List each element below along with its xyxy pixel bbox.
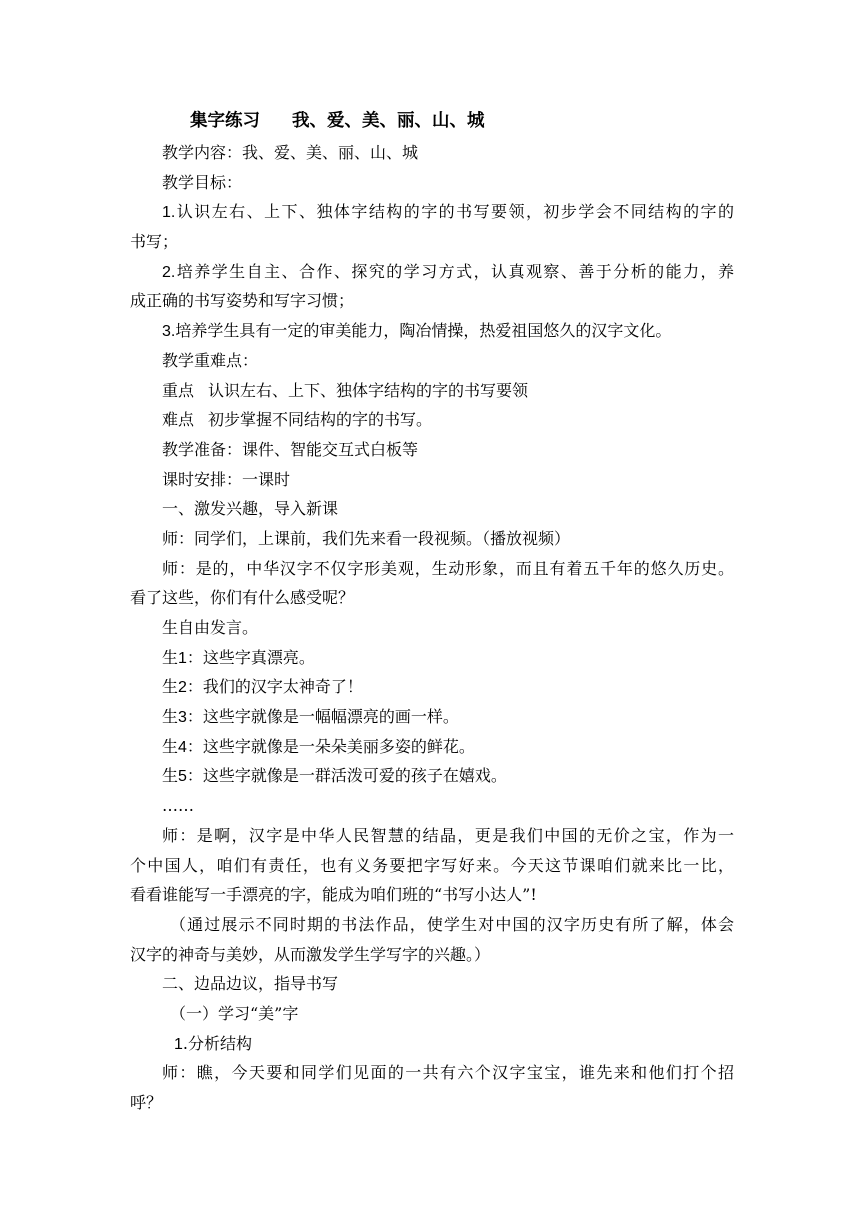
note-line-continued: 汉字的神奇与美妙，从而激发学生学写字的兴趣。） <box>130 944 491 964</box>
goal-item-2-continued: 成正确的书写姿势和写字习惯； <box>130 291 355 311</box>
goal-number: 1. <box>162 204 176 222</box>
document-title <box>130 104 734 138</box>
goal-item-3: 3.培养学生具有一定的审美能力，陶冶情操，热爱祖国悠久的汉字文化。 <box>162 321 672 341</box>
paragraph-teaching-content: 教学内容：我、爱、美、丽、山、城 <box>162 143 419 162</box>
dialogue-line: 师：瞧，今天要和同学们见面的一共有六个汉字宝宝，谁先来和他们打个招 <box>162 1063 734 1083</box>
difficulty-line: 难点 初步掌握不同结构的字的书写。 <box>162 410 433 430</box>
document-page <box>130 104 734 1118</box>
dialogue-line: 师：是的，中华汉字不仅字形美观，生动形象，而且有着五千年的悠久历史。 <box>162 558 734 578</box>
key-point-label: 重点 <box>162 380 195 400</box>
difficulty-label: 难点 <box>162 410 195 430</box>
goal-item-1: 1.认识左右、上下、独体字结构的字的书写要领，初步学会不同结构的字的 <box>162 202 734 222</box>
section-heading-2: 二、边品边议，指导书写 <box>162 974 339 994</box>
title-right: 我、爱、美、丽、山、城 <box>292 111 485 131</box>
student-response-4: 生4：这些字就像是一朵朵美丽多姿的鲜花。 <box>162 736 475 756</box>
student-response-2: 生2：我们的汉字太神奇了！ <box>162 677 363 697</box>
goal-item-2: 2.培养学生自主、合作、探究的学习方式，认真观察、善于分析的能力，养 <box>162 261 734 281</box>
dialogue-line-continued: 呼？ <box>130 1093 163 1112</box>
note-line: （通过展示不同时期的书法作品，使学生对中国的汉字历史有所了解，体会 <box>170 914 734 934</box>
ellipsis-line: …… <box>162 796 194 816</box>
subsection-heading: （一）学习“美”字 <box>170 1003 299 1023</box>
goal-number: 3. <box>162 323 176 341</box>
student-response-3: 生3：这些字就像是一幅幅漂亮的画一样。 <box>162 707 459 727</box>
goal-item-1-continued: 书写； <box>130 232 179 252</box>
dialogue-line-continued: 看看谁能写一手漂亮的字，能成为咱们班的“书写小达人”! <box>130 885 537 905</box>
title-left: 集字练习 <box>190 111 260 131</box>
narration-line: 生自由发言。 <box>162 618 259 637</box>
dialogue-line-continued: 个中国人，咱们有责任，也有义务要把字写好来。今天这节课咱们就来比一比， <box>130 855 734 875</box>
step-heading: 1.分析结构 <box>174 1033 252 1053</box>
goal-number: 2. <box>162 263 176 281</box>
dialogue-line: 师：是啊，汉字是中华人民智慧的结晶，更是我们中国的无价之宝，作为一 <box>162 825 734 845</box>
dialogue-line-continued: 看了这些，你们有什么感受呢？ <box>130 588 355 608</box>
key-point-line: 重点 认识左右、上下、独体字结构的字的书写要领 <box>162 380 529 400</box>
section-heading-1: 一、激发兴趣，导入新课 <box>162 499 339 519</box>
paragraph-key-points-heading: 教学重难点： <box>162 350 259 370</box>
dialogue-line: 师：同学们，上课前，我们先来看一段视频。（播放视频） <box>162 528 571 548</box>
paragraph-schedule: 课时安排：一课时 <box>162 469 291 489</box>
student-response-5: 生5：这些字就像是一群活泼可爱的孩子在嬉戏。 <box>162 766 507 786</box>
paragraph-preparation: 教学准备：课件、智能交互式白板等 <box>162 439 419 459</box>
paragraph-teaching-goals-heading: 教学目标： <box>162 172 243 192</box>
student-response-1: 生1：这些字真漂亮。 <box>162 647 315 667</box>
